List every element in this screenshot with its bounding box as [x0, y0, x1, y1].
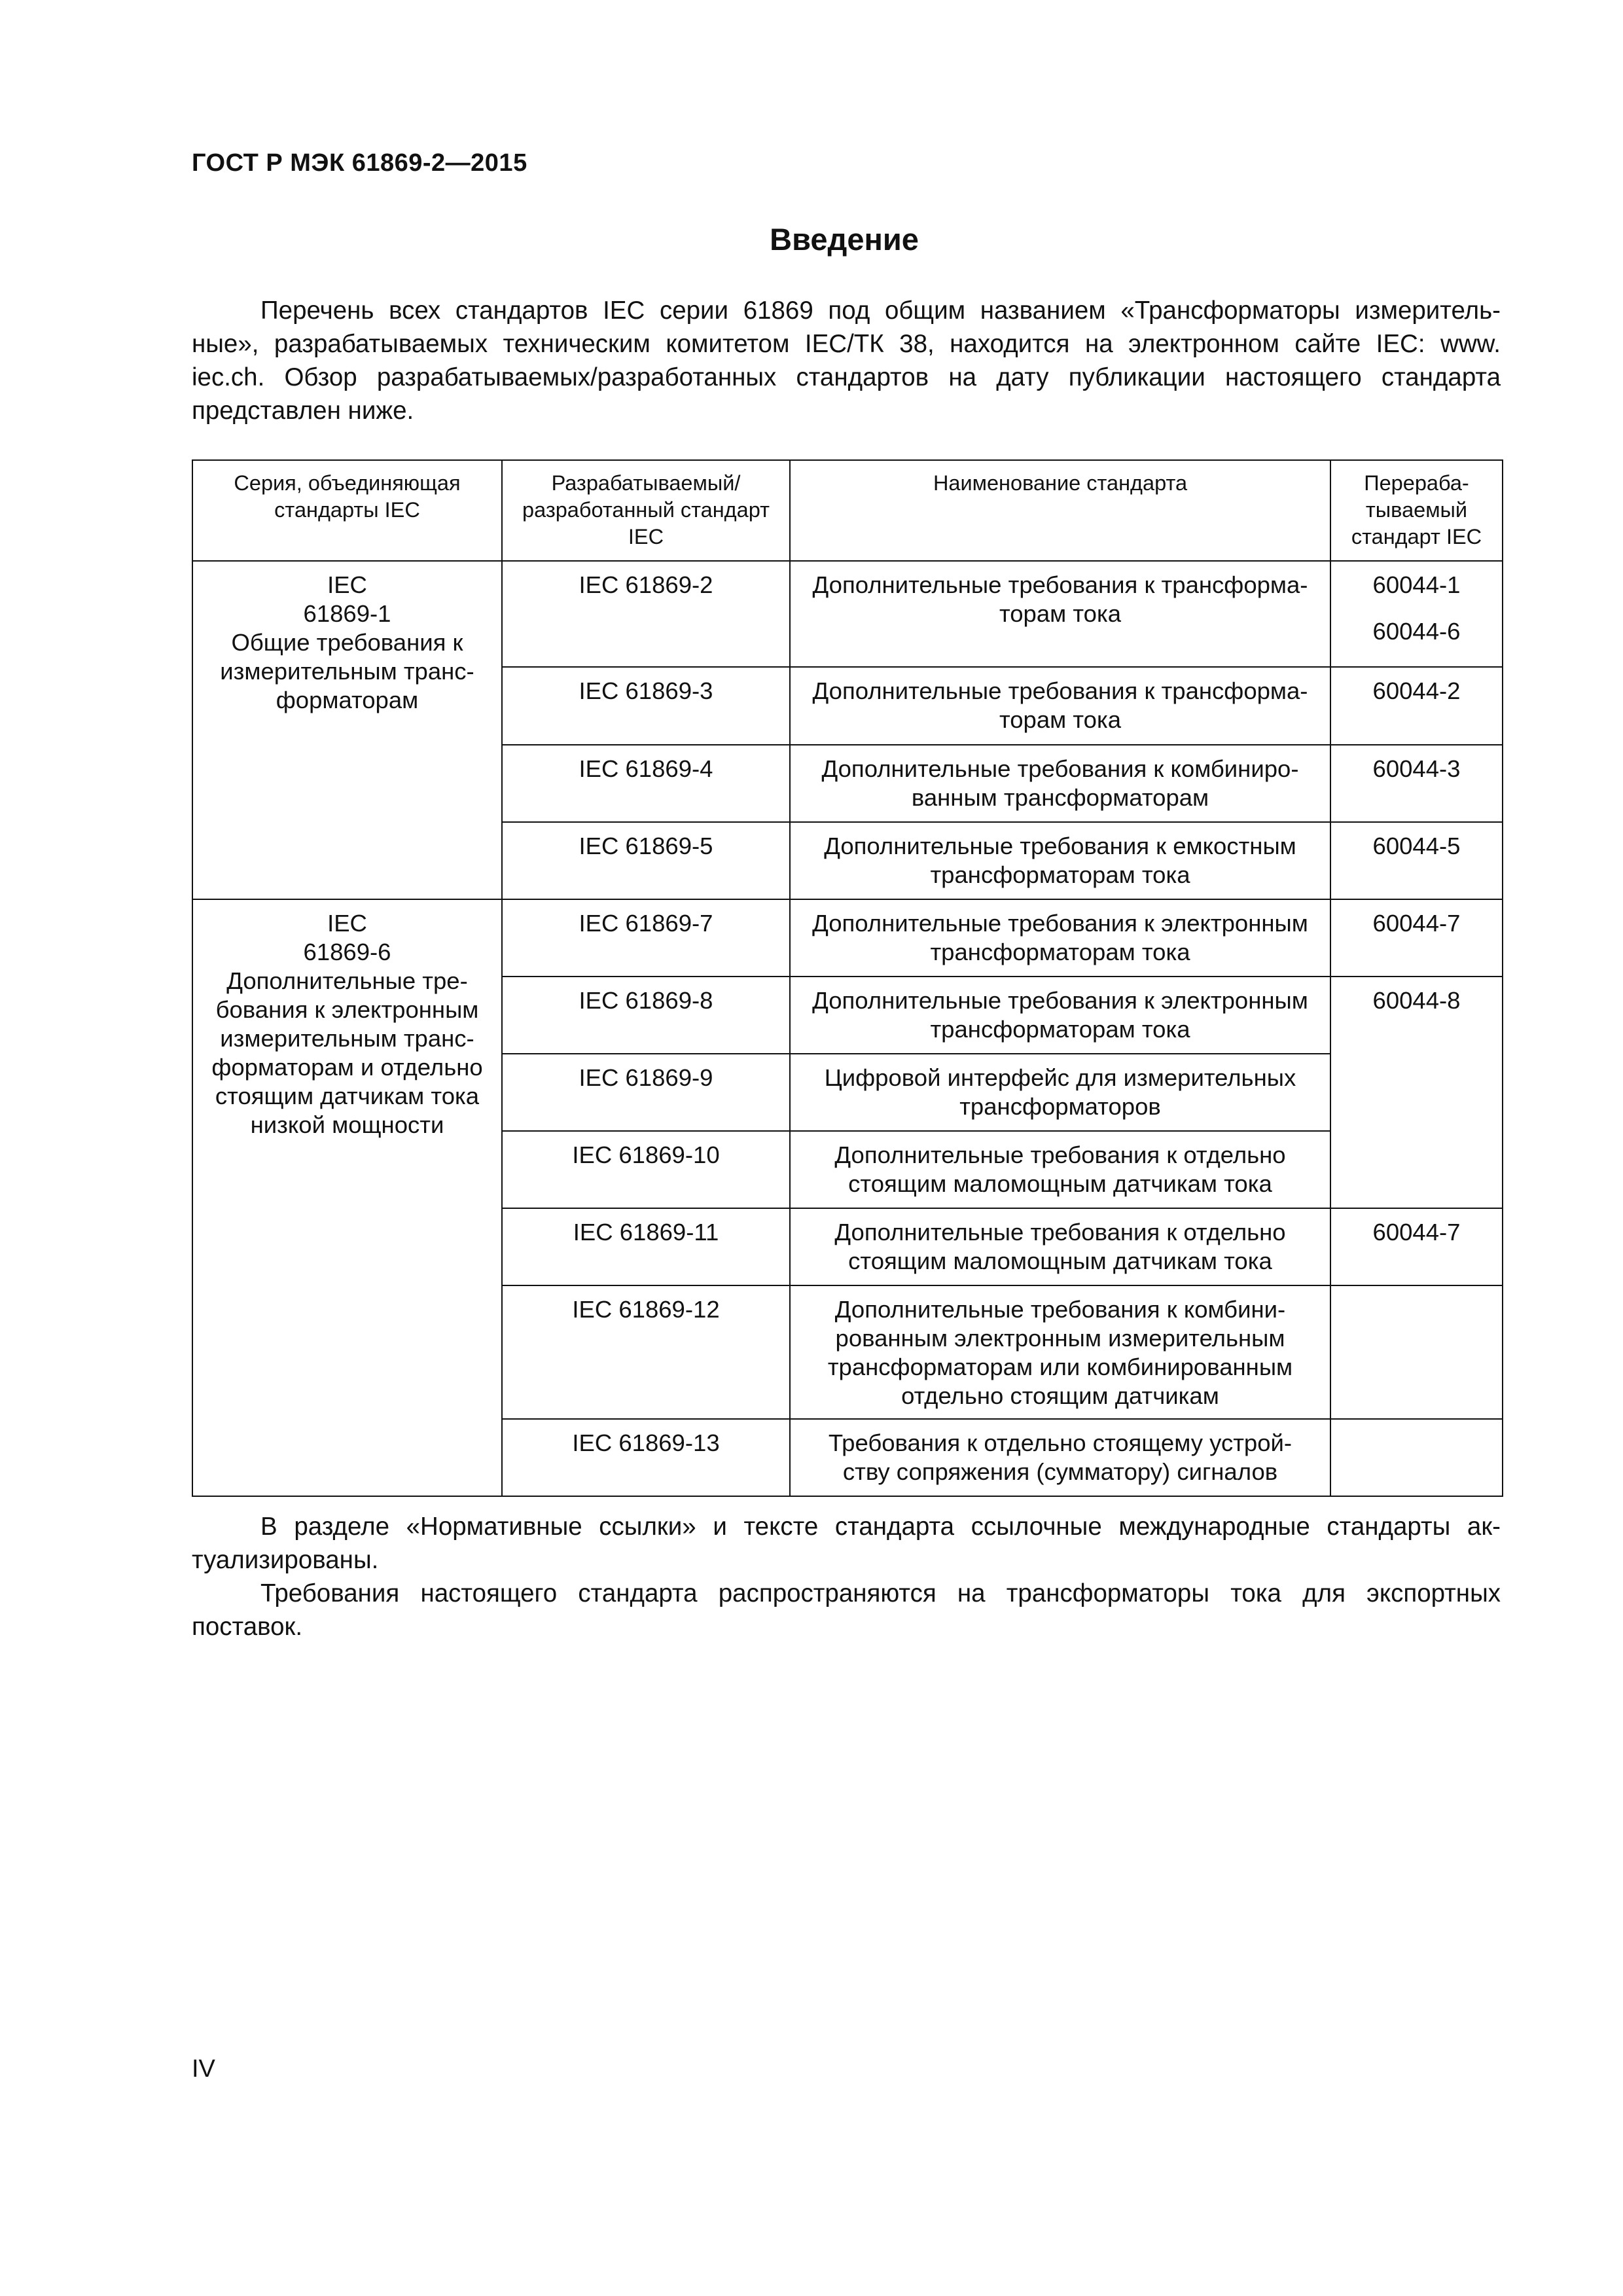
- series-line: 61869-1: [303, 600, 391, 627]
- name-cell: [790, 1285, 1330, 1419]
- standard-cell: IEC 61869-4: [502, 745, 790, 822]
- name-line: Дополнительные требования к отдельно: [834, 1141, 1286, 1168]
- closing-paragraphs: [192, 1510, 1501, 1643]
- closing-line: Требования настоящего стандарта распространяются на трансформаторы тока для экспортных: [260, 1579, 1501, 1607]
- header-line: Серия, объединяющая: [234, 471, 461, 495]
- revised-cell: 60044-7: [1330, 899, 1503, 977]
- name-cell: [790, 977, 1330, 1054]
- name-line: трансформаторам тока: [930, 1016, 1190, 1043]
- header-standard: [502, 460, 790, 561]
- name-line: стоящим маломощным датчикам тока: [848, 1170, 1272, 1197]
- header-line: разработанный стандарт: [522, 498, 770, 522]
- name-line: торам тока: [999, 600, 1122, 627]
- standard-cell: IEC 61869-10: [502, 1131, 790, 1208]
- series-line: IEC: [327, 910, 367, 937]
- name-line: трансформаторам или комбинированным: [827, 1354, 1293, 1380]
- series-line: стоящим датчикам тока: [215, 1083, 480, 1109]
- name-cell: [790, 1131, 1330, 1208]
- series-cell: [192, 561, 502, 899]
- closing-line: поставок.: [192, 1613, 303, 1641]
- intro-line: iec.ch. Обзор разрабатываемых/разработанных стандартов на дату публикации настоящего стандарта: [192, 363, 1501, 391]
- page-number: IV: [192, 2055, 215, 2083]
- name-cell: [790, 899, 1330, 977]
- standard-cell: IEC 61869-12: [502, 1285, 790, 1419]
- name-line: Дополнительные требования к электронным: [812, 987, 1308, 1014]
- header-line: стандарты IEC: [274, 498, 420, 522]
- revised-cell: 60044-2: [1330, 667, 1503, 745]
- name-line: Дополнительные требования к комбиниро-: [821, 755, 1299, 782]
- name-line: торам тока: [999, 706, 1122, 733]
- standard-cell: IEC 61869-3: [502, 667, 790, 745]
- series-line: низкой мощности: [250, 1111, 444, 1138]
- revised-cell: [1330, 561, 1503, 667]
- standard-cell: IEC 61869-5: [502, 822, 790, 899]
- revised-cell: 60044-3: [1330, 745, 1503, 822]
- revised-cell: 60044-5: [1330, 822, 1503, 899]
- series-line: измерительным транс-: [220, 658, 474, 685]
- name-cell: [790, 1208, 1330, 1285]
- name-line: ству сопряжения (сумматору) сигналов: [842, 1458, 1278, 1485]
- series-line: 61869-6: [303, 939, 391, 965]
- header-line: IEC: [628, 525, 664, 548]
- standards-table: [192, 459, 1503, 1497]
- name-line: Дополнительные требования к электронным: [812, 910, 1308, 937]
- standard-cell: IEC 61869-13: [502, 1419, 790, 1496]
- intro-line: Перечень всех стандартов IEC серии 61869 под общим названием «Трансформаторы измеритель-: [260, 296, 1501, 325]
- header-line: Разрабатываемый/: [551, 471, 741, 495]
- standard-cell: IEC 61869-9: [502, 1054, 790, 1131]
- revised-line: 60044-1: [1372, 571, 1461, 598]
- standard-cell: IEC 61869-7: [502, 899, 790, 977]
- table-row: [192, 561, 1503, 667]
- document-header: ГОСТ Р МЭК 61869-2—2015: [192, 149, 527, 177]
- revised-cell: 60044-8: [1330, 977, 1503, 1208]
- revised-cell: [1330, 1285, 1503, 1419]
- name-line: стоящим маломощным датчикам тока: [848, 1247, 1272, 1274]
- name-line: Дополнительные требования к отдельно: [834, 1219, 1286, 1246]
- series-line: бования к электронным: [215, 996, 479, 1023]
- name-line: Требования к отдельно стоящему устрой-: [828, 1429, 1293, 1456]
- name-cell: [790, 822, 1330, 899]
- name-cell: [790, 1054, 1330, 1131]
- intro-line: представлен ниже.: [192, 397, 414, 425]
- intro-paragraph: [192, 294, 1501, 427]
- name-cell: [790, 745, 1330, 822]
- name-cell: [790, 667, 1330, 745]
- name-line: трансформаторов: [959, 1093, 1161, 1120]
- name-cell: [790, 1419, 1330, 1496]
- name-line: трансформаторам тока: [930, 939, 1190, 965]
- header-name: [790, 460, 1330, 561]
- table-row: [192, 899, 1503, 977]
- header-line: стандарт IEC: [1351, 525, 1482, 548]
- name-line: отдельно стоящим датчикам: [901, 1382, 1219, 1409]
- header-series: [192, 460, 502, 561]
- name-line: рованным электронным измерительным: [835, 1325, 1285, 1352]
- revised-line: 60044-6: [1372, 618, 1461, 645]
- series-line: измерительным транс-: [220, 1025, 474, 1052]
- header-line: тываемый: [1365, 498, 1468, 522]
- name-line: Дополнительные требования к емкостным: [824, 833, 1296, 859]
- intro-line: ные», разрабатываемых техническим комитетом IEC/ТК 38, находится на электронном сайте IEC: www.: [192, 330, 1501, 358]
- name-line: Цифровой интерфейс для измерительных: [824, 1064, 1296, 1091]
- header-line: Наименование стандарта: [933, 471, 1188, 495]
- series-line: Общие требования к: [231, 629, 463, 656]
- series-line: форматорам: [276, 687, 419, 713]
- series-line: IEC: [327, 571, 367, 598]
- revised-cell: [1330, 1419, 1503, 1496]
- name-line: ванным трансформаторам: [911, 784, 1209, 811]
- name-line: Дополнительные требования к трансформа-: [812, 571, 1308, 598]
- name-cell: [790, 561, 1330, 667]
- header-line: Перераба-: [1364, 471, 1469, 495]
- section-title: Введение: [770, 222, 919, 257]
- standard-cell: IEC 61869-11: [502, 1208, 790, 1285]
- closing-line: туализированы.: [192, 1546, 379, 1574]
- closing-line: В разделе «Нормативные ссылки» и тексте стандарта ссылочные международные стандарты ак-: [260, 1513, 1501, 1541]
- series-cell: [192, 899, 502, 1496]
- name-line: Дополнительные требования к комбини-: [834, 1296, 1286, 1323]
- header-revised: [1330, 460, 1503, 561]
- standard-cell: IEC 61869-2: [502, 561, 790, 667]
- standard-cell: IEC 61869-8: [502, 977, 790, 1054]
- name-line: Дополнительные требования к трансформа-: [812, 677, 1308, 704]
- series-line: Дополнительные тре-: [226, 967, 468, 994]
- series-line: форматорам и отдельно: [211, 1054, 483, 1081]
- table-header-row: [192, 460, 1503, 561]
- name-line: трансформаторам тока: [930, 861, 1190, 888]
- revised-cell: 60044-7: [1330, 1208, 1503, 1285]
